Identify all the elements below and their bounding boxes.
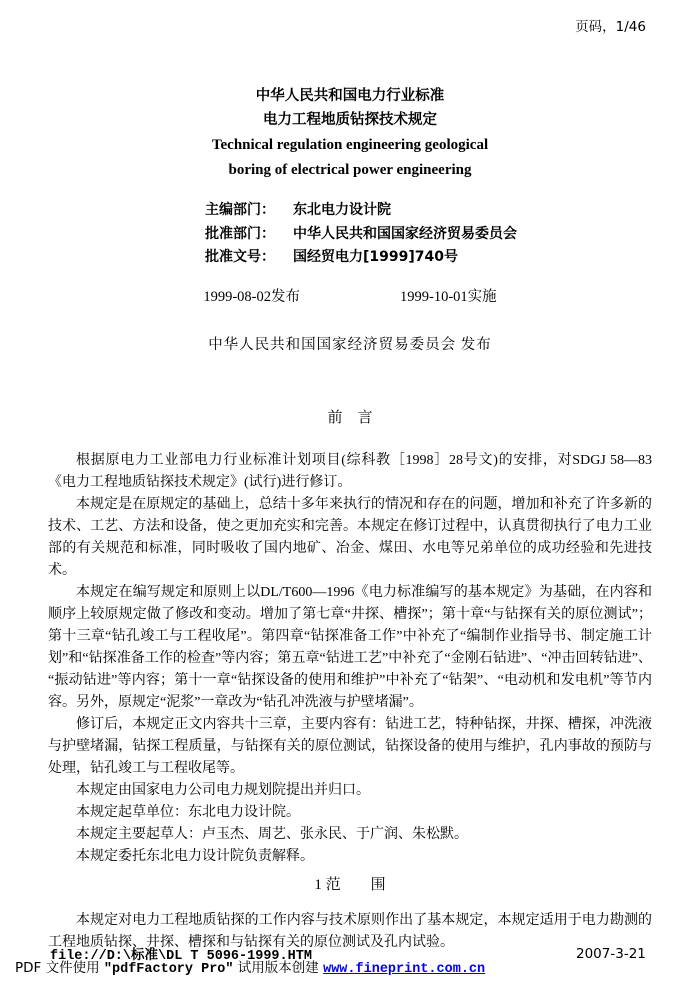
approval-dept-value: 中华人民共和国国家经济贸易委员会 (293, 225, 517, 242)
foreword-paragraph: 根据原电力工业部电力行业标准计划项目(综科教［1998］28号文)的安排，对SDGJ 58—83《电力工程地质钻探技术规定》(试行)进行修订。 (48, 452, 652, 490)
approval-dept-row (205, 223, 700, 247)
implement-date: 1999-10-01实施 (400, 288, 497, 305)
foreword-heading: 前 言 (327, 409, 373, 426)
foreword-paragraph: 本规定主要起草人：卢玉杰、周艺、张永民、于广润、朱松默。 (76, 826, 468, 842)
chief-editor-label: 主编部门： (205, 202, 275, 218)
approval-doc-number-value: 国经贸电力[1999]740号 (293, 249, 458, 265)
scope-heading: 1 范 围 (314, 876, 386, 893)
footer-file-url: file://D:\标准\DL T 5096-1999.HTM (50, 949, 312, 964)
chief-editor-row (205, 199, 700, 223)
dates-row (0, 285, 700, 306)
document-title-zh: 电力工程地质钻探技术规定 (263, 112, 437, 128)
document-title-en-line1: Technical regulation engineering geological (211, 137, 489, 153)
foreword-paragraph: 本规定委托东北电力设计院负责解释。 (76, 848, 314, 864)
issue-date: 1999-08-02发布 (203, 288, 300, 305)
fineprint-link[interactable]: www.fineprint.com.cn (323, 962, 486, 977)
chief-editor-value: 东北电力设计院 (293, 202, 391, 218)
pdf-notice-prefix: PDF 文件使用 (15, 960, 104, 976)
page-number-label: 页码，1/46 (575, 19, 646, 35)
foreword-paragraph: 本规定在编写规定和原则上以DL/T600—1996《电力标准编写的基本规定》为基础，在内容和顺序上较原规定做了修改和变动。增加了第七章“井探、槽探”；第十章“与钻探有关的原位测试”；第十三章“钻孔竣工与工程收尾”。第四章“钻探准备工作”中补充了“编制作业指导书、制定施工计划”和“钻探准备工作的检查”等内容；第五章“钻进工艺”中补充了“金刚石钻进”、“冲击回转钻进”、“振动钻进”等内容；第十一章“钻探设备的使用和维护”中补充了“钻架”、“电动机和发电机”等节内容。另外，原规定“泥浆”一章改为“钻孔冲洗液与护壁堵漏”。 (48, 584, 652, 710)
publisher-line: 中华人民共和国国家经济贸易委员会 发布 (208, 336, 492, 353)
document-title-en-line2: boring of electrical power engineering (228, 161, 472, 178)
foreword-paragraph: 本规定起草单位：东北电力设计院。 (76, 804, 300, 820)
pdf-trial-notice (15, 956, 485, 977)
foreword-paragraph: 本规定是在原规定的基础上，总结十多年来执行的情况和存在的问题，增加和补充了许多新的技术、工艺、方法和设备，使之更加充实和完善。本规定在修订过程中，认真贯彻执行了电力工业部的有关规范和标准，同时吸收了国内地矿、冶金、煤田、水电等兄弟单位的成功经验和先进技术。 (48, 496, 652, 578)
footer-date: 2007-3-21 (576, 946, 646, 962)
pdf-product-name: "pdfFactory Pro" (103, 962, 234, 977)
foreword-paragraph: 修订后，本规定正文内容共十三章，主要内容有：钻进工艺，特种钻探，井探、槽探，冲洗液与护壁堵漏，钻探工程质量，与钻探有关的原位测试，钻探设备的使用与维护，孔内事故的预防与处理，钻孔竣工与工程收尾等。 (48, 716, 652, 776)
standard-category-line: 中华人民共和国电力行业标准 (255, 88, 445, 104)
scope-paragraph: 本规定对电力工程地质钻探的工作内容与技术原则作出了基本规定，本规定适用于电力勘测的工程地质钻探、井探、槽探和与钻探有关的原位测试及孔内试验。 (48, 912, 652, 950)
foreword-paragraph: 本规定由国家电力公司电力规划院提出并归口。 (76, 782, 370, 798)
approval-dept-label: 批准部门： (205, 225, 275, 242)
approval-doc-number-row (205, 246, 700, 270)
pdf-notice-suffix: 试用版本创建 (233, 960, 324, 976)
foreword-body (48, 450, 652, 868)
approval-doc-number-label: 批准文号： (205, 249, 275, 265)
approval-info-block (205, 199, 700, 270)
